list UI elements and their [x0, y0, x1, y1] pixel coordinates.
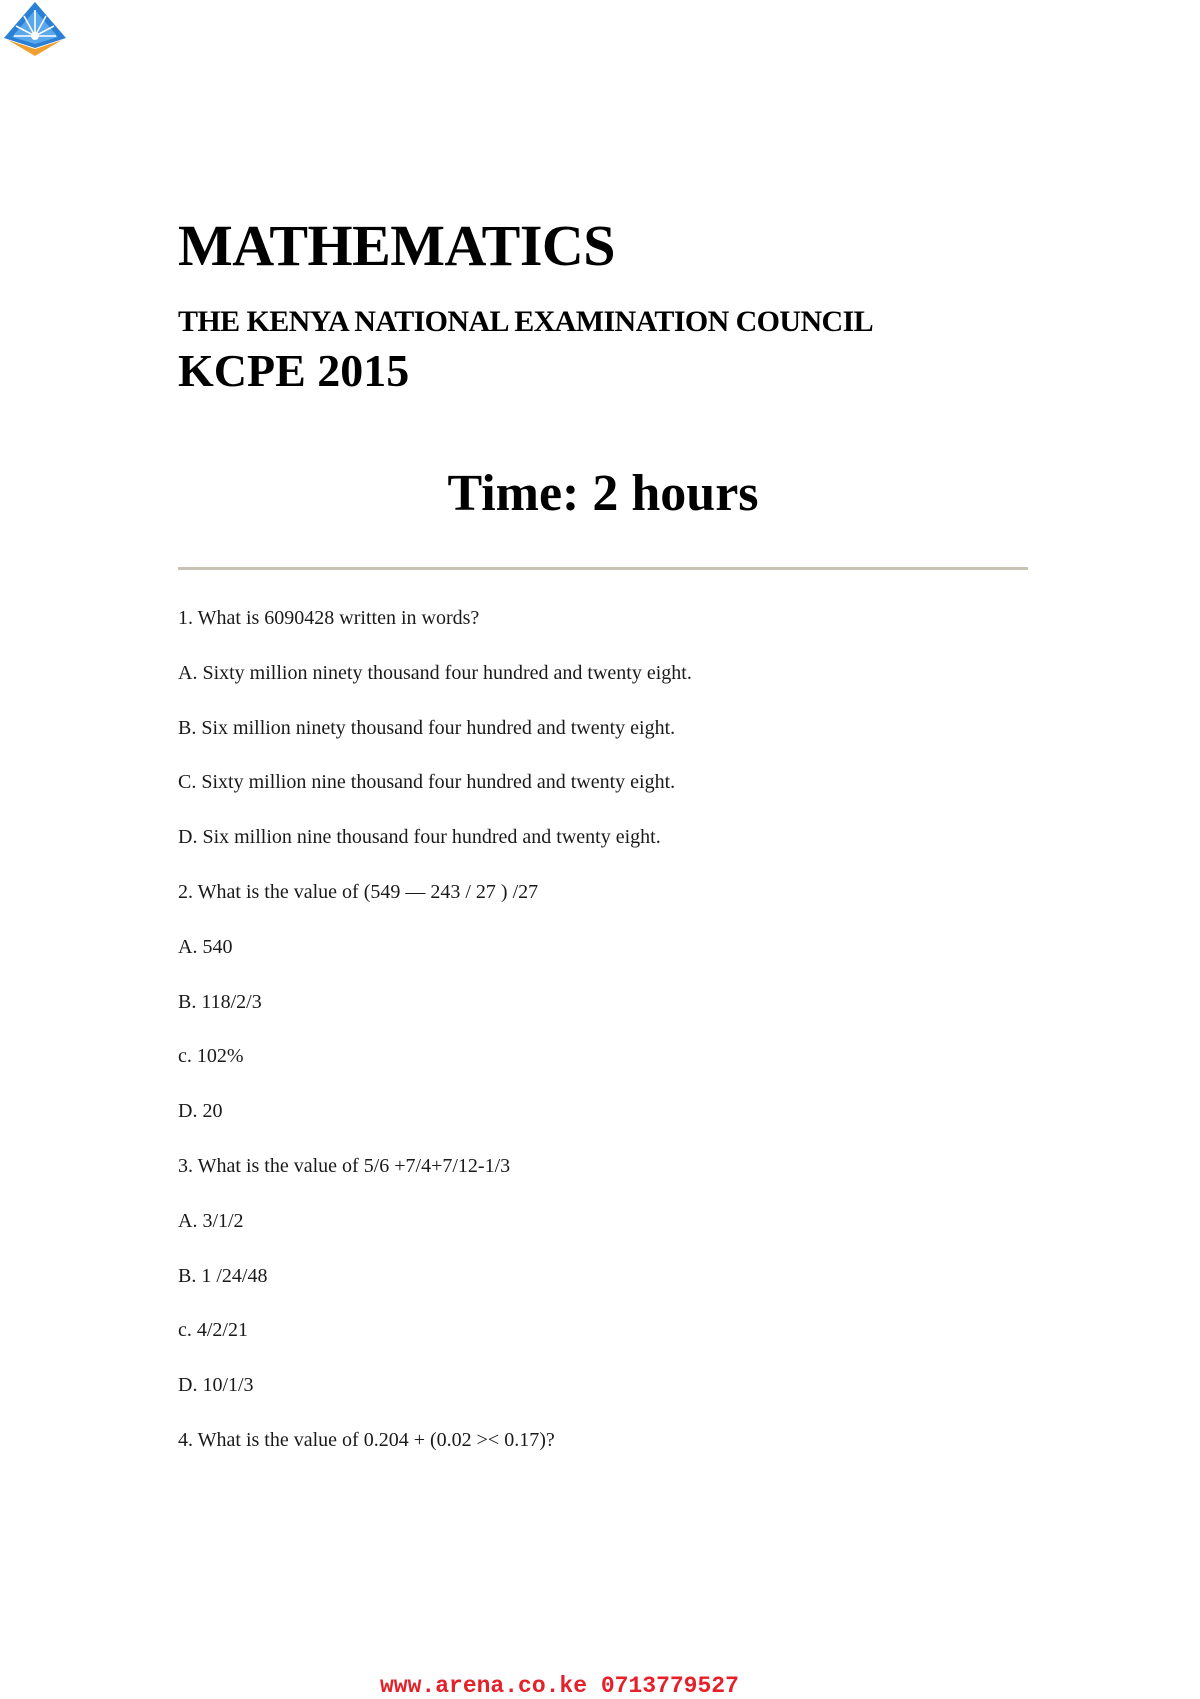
question-line: 2. What is the value of (549 — 243 / 27 ) /27 [178, 880, 539, 903]
question-line: c. 102% [178, 1045, 244, 1068]
exam-name: KCPE 2015 [178, 345, 410, 396]
question-line: D. Six million nine thousand four hundred and twenty eight. [178, 826, 661, 849]
question-line: 3. What is the value of 5/6 +7/4+7/12-1/3 [178, 1154, 511, 1177]
council-name: THE KENYA NATIONAL EXAMINATION COUNCIL [178, 305, 874, 338]
question-line: 1. What is 6090428 written in words? [178, 607, 480, 629]
publisher-logo-icon [2, 0, 68, 56]
subject-title: MATHEMATICS [178, 213, 616, 278]
question-line: D. 20 [178, 1100, 223, 1123]
footer-phone: 0713779527 [600, 1673, 739, 1699]
footer-contact [380, 1674, 739, 1698]
question-line: B. 1 /24/48 [178, 1264, 268, 1287]
question-list [178, 606, 1078, 1483]
question-line: B. Six million ninety thousand four hundred and twenty eight. [178, 716, 676, 739]
question-line: c. 4/2/21 [178, 1319, 248, 1342]
question-line: A. Sixty million ninety thousand four hundred and twenty eight. [178, 661, 692, 684]
question-line: D. 10/1/3 [178, 1374, 254, 1397]
section-divider [178, 567, 1028, 570]
question-line: B. 118/2/3 [178, 990, 262, 1013]
question-line: A. 540 [178, 935, 233, 958]
question-line: A. 3/1/2 [178, 1209, 244, 1232]
footer-website-link[interactable]: www.arena.co.ke [380, 1673, 588, 1699]
question-line: 4. What is the value of 0.204 + (0.02 >< 0.17)? [178, 1428, 555, 1451]
question-line: C. Sixty million nine thousand four hundred and twenty eight. [178, 771, 676, 794]
exam-duration: Time: 2 hours [447, 465, 759, 522]
